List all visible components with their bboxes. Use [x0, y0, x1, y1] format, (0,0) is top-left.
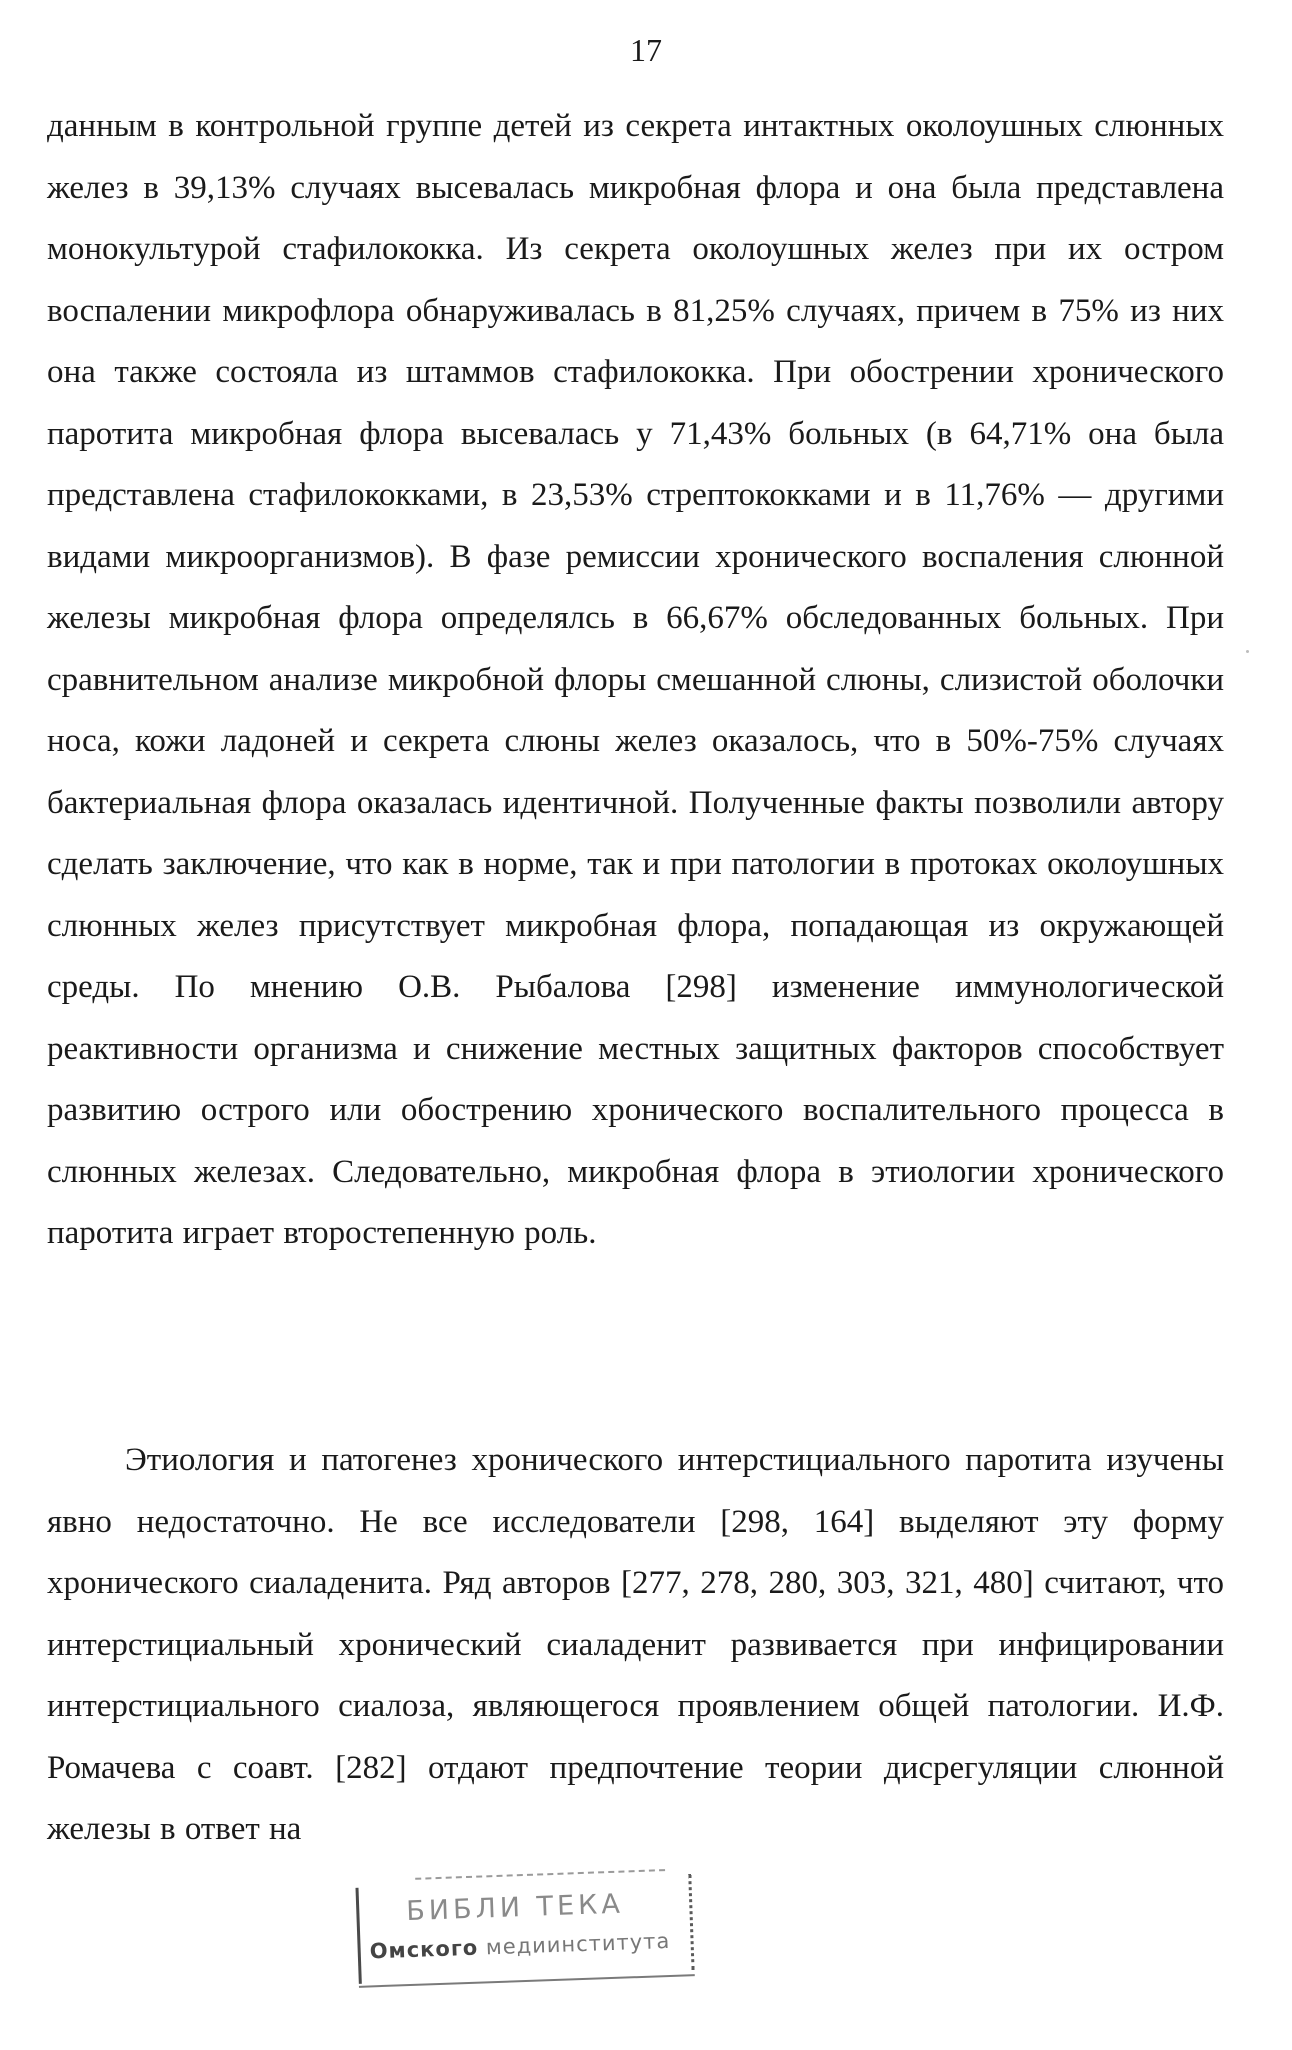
paragraph-2: Этиология и патогенез хронического интерстициального паротита изучены явно недостаточно. Не все исследователи [298, 164] выделяют эту форму хронического сиаладенита. Ряд авторов [277, 278, 280, 303, 321, 480] считают, что интерстициальный хронический сиаладенит развивается при инфицировании интерстициального сиалоза, являющегося проявлением общей патологии. И.Ф. Ромачева с соавт. [282] отдают предпочтение теории дисрегуляции слюнной железы в ответ на [47, 1442, 1224, 1847]
stamp-border-top [415, 1869, 665, 1880]
stamp-border-right [688, 1874, 694, 1970]
paragraph-1: данным в контрольной группе детей из секрета интактных околоушных слюнных желез в 39,13% случаях высевалась микробная флора и она была представлена монокультурой стафилококка. Из секрета околоушных желез при их остром воспалении микрофлора обнаруживалась в 81,25% случаях, причем в 75% из них она также состояла из штаммов стафилококка. При обострении хронического паротита микробная флора высевалась у 71,43% больных (в 64,71% она была представлена стафилококками, в 23,53% стрептококками и в 11,76% — другими видами микроорганизмов). В фазе ремиссии хронического воспаления слюнной железы микробная флора определялсь в 66,67% обследованных больных. При сравнительном анализе микробной флоры смешанной слюны, слизистой оболочки носа, кожи ладоней и секрета слюны желез оказалось, что в 50%-75% случаях бактериальная флора оказалась идентичной. Полученные факты позволили автору сделать заключение, что как в норме, так и при патологии в протоках околоушных слюнных желез присутствует микробная флора, попадающая из окружающей среды. По мнению О.В. Рыбалова [298] изменение иммунологической реактивности организма и снижение местных защитных факторов способствует развитию острого или обострению хронического воспалительного процесса в слюнных железах. Следовательно, микробная флора в этиологии хронического паротита играет второстепенную роль. [47, 108, 1224, 1251]
scan-speck [1246, 650, 1249, 653]
stamp-institute: медиинститута [485, 1928, 671, 1960]
page-number: 17 [630, 32, 662, 68]
library-stamp [355, 1868, 695, 1988]
stamp-border-bottom [359, 1974, 695, 1988]
stamp-border-left [355, 1888, 361, 1984]
stamp-line-2 [369, 1929, 670, 1963]
stamp-city: Омского [369, 1935, 479, 1964]
stamp-line-1: БИБЛИ ТЕКА [405, 1888, 625, 1928]
